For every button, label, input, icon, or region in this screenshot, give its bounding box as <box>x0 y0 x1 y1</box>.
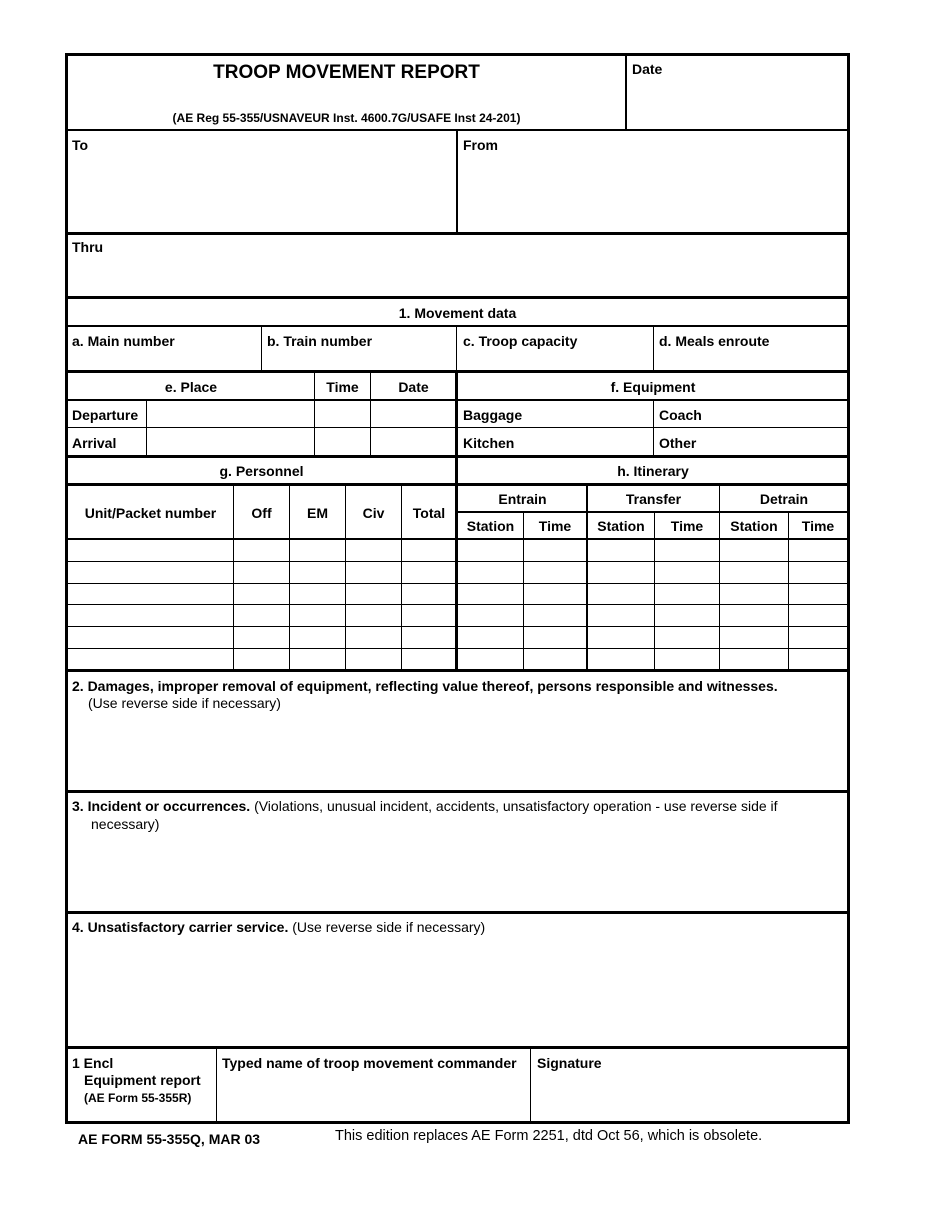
section3-title: 3. Incident or occurrences. <box>72 798 251 814</box>
kitchen-label: Kitchen <box>463 435 515 451</box>
section2-note: (Use reverse side if necessary) <box>88 695 281 711</box>
section3-field[interactable] <box>68 836 847 910</box>
typed-name-label: Typed name of troop movement commander <box>222 1055 517 1071</box>
table-row[interactable] <box>68 584 847 604</box>
from-field[interactable] <box>459 156 847 231</box>
meals-enroute-label: d. Meals enroute <box>659 333 770 349</box>
section1-title: 1. Movement data <box>398 305 517 321</box>
section3-heading <box>72 798 778 815</box>
edition-note: This edition replaces AE Form 2251, dtd Oct 56, which is obsolete. <box>335 1128 763 1144</box>
itinerary-detrain: Detrain <box>759 491 809 507</box>
entrain-time-header: Time <box>538 518 572 534</box>
section4-title: 4. Unsatisfactory carrier service. <box>72 919 289 935</box>
arrival-place-field[interactable] <box>148 429 313 454</box>
thru-field[interactable] <box>68 258 847 295</box>
section3-note-cont: necessary) <box>91 816 160 832</box>
form-id: AE FORM 55-355Q, MAR 03 <box>78 1131 261 1147</box>
baggage-field[interactable] <box>530 402 652 426</box>
signature-label: Signature <box>537 1055 602 1071</box>
personnel-title: g. Personnel <box>219 463 304 479</box>
equipment-title: f. Equipment <box>610 379 696 395</box>
itinerary-title: h. Itinerary <box>617 463 689 479</box>
encl-line1: 1 Encl <box>72 1055 114 1071</box>
troop-capacity-field[interactable] <box>459 350 652 369</box>
table-row[interactable] <box>68 649 847 669</box>
transfer-station-header: Station <box>597 518 645 534</box>
personnel-col-em: EM <box>307 505 328 521</box>
personnel-col-civ: Civ <box>362 505 385 521</box>
to-label: To <box>72 137 89 153</box>
encl-line2: Equipment report <box>84 1072 201 1088</box>
section3-note: (Violations, unusual incident, accidents, unsatisfactory operation - use reverse side if <box>254 798 778 814</box>
main-number-field[interactable] <box>68 350 260 369</box>
date-label: Date <box>632 61 663 77</box>
place-time-header: Time <box>326 379 359 395</box>
train-number-field[interactable] <box>263 350 455 369</box>
other-field[interactable] <box>710 429 847 454</box>
departure-place-field[interactable] <box>148 402 313 426</box>
table-row[interactable] <box>68 627 847 648</box>
encl-line3: (AE Form 55-355R) <box>84 1091 192 1105</box>
table-row[interactable] <box>68 605 847 626</box>
arrival-date-field[interactable] <box>372 429 454 454</box>
section4-heading <box>72 919 485 936</box>
departure-date-field[interactable] <box>372 402 454 426</box>
other-label: Other <box>659 435 697 451</box>
troop-capacity-label: c. Troop capacity <box>463 333 578 349</box>
date-field[interactable] <box>628 80 847 128</box>
transfer-time-header: Time <box>670 518 704 534</box>
arrival-label: Arrival <box>72 435 117 451</box>
thru-label: Thru <box>72 239 104 255</box>
entrain-station-header: Station <box>466 518 515 534</box>
typed-name-field[interactable] <box>218 1074 529 1121</box>
personnel-col-off: Off <box>251 505 272 521</box>
detrain-time-header: Time <box>801 518 835 534</box>
itinerary-entrain: Entrain <box>498 491 547 507</box>
form-title: TROOP MOVEMENT REPORT <box>213 62 480 83</box>
departure-label: Departure <box>72 407 139 423</box>
section4-field[interactable] <box>68 940 847 1045</box>
coach-label: Coach <box>659 407 702 423</box>
main-number-label: a. Main number <box>72 333 175 349</box>
section2-field[interactable] <box>68 714 847 789</box>
detrain-station-header: Station <box>730 518 778 534</box>
coach-field[interactable] <box>710 402 847 426</box>
from-label: From <box>463 137 498 153</box>
departure-time-field[interactable] <box>316 402 369 426</box>
personnel-col-total: Total <box>412 505 446 521</box>
signature-field[interactable] <box>532 1074 847 1121</box>
place-title: e. Place <box>164 379 218 395</box>
to-field[interactable] <box>68 156 455 231</box>
table-row[interactable] <box>68 540 847 561</box>
itinerary-transfer: Transfer <box>625 491 682 507</box>
section2-title: 2. Damages, improper removal of equipment, reflecting value thereof, persons responsible and witnesses. <box>72 678 778 694</box>
place-date-header: Date <box>398 379 429 395</box>
arrival-time-field[interactable] <box>316 429 369 454</box>
meals-enroute-field[interactable] <box>655 350 847 369</box>
personnel-col-unit: Unit/Packet number <box>84 505 217 521</box>
train-number-label: b. Train number <box>267 333 373 349</box>
form-subtitle: (AE Reg 55-355/USNAVEUR Inst. 4600.7G/USAFE Inst 24-201) <box>172 111 521 125</box>
kitchen-field[interactable] <box>530 429 652 454</box>
table-row[interactable] <box>68 562 847 583</box>
section4-note: (Use reverse side if necessary) <box>292 919 486 935</box>
baggage-label: Baggage <box>463 407 523 423</box>
